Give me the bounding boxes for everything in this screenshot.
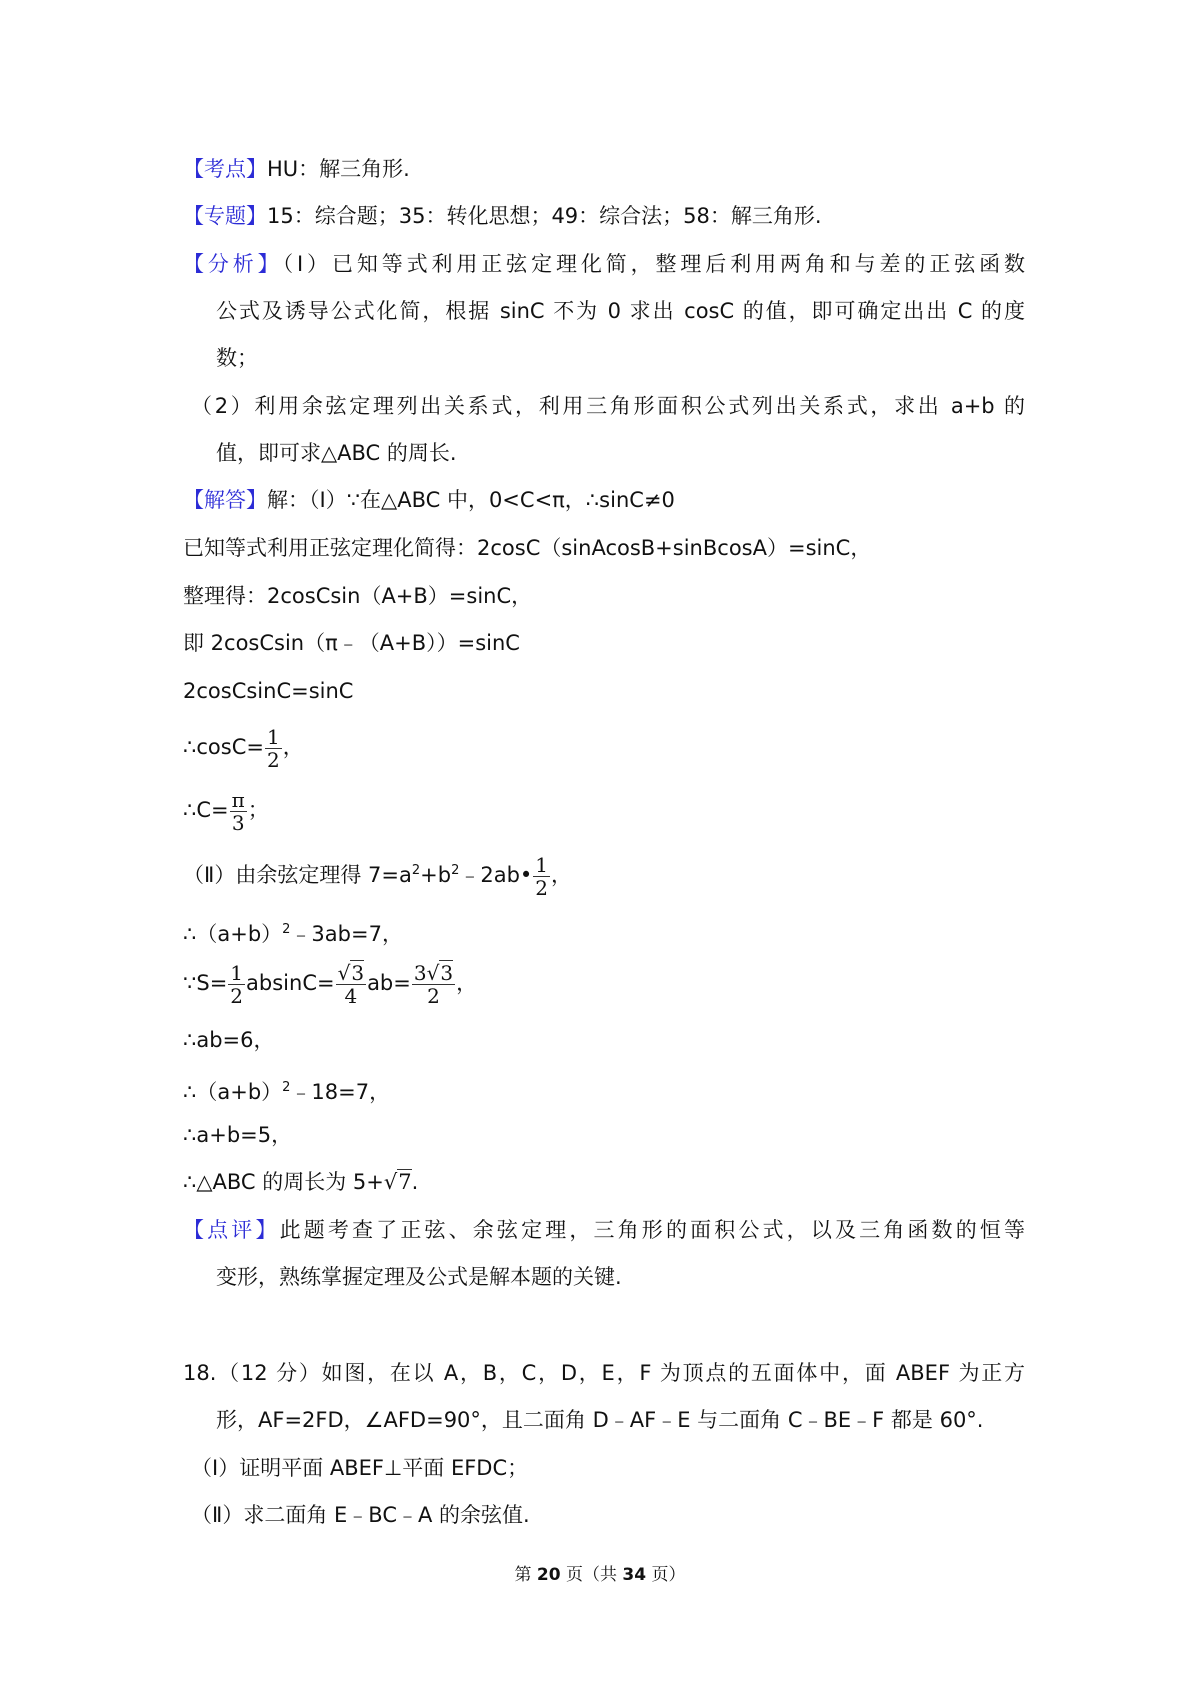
fraction <box>533 854 550 899</box>
radicand: 3 <box>351 960 365 985</box>
exponent: 2 <box>411 863 421 878</box>
text: ∵S= <box>183 971 228 995</box>
kaodian-tag: 【考点】 <box>183 157 267 181</box>
text: ∴（a+b） <box>183 1080 283 1104</box>
fraction <box>265 726 282 771</box>
zhuanti-text: 15：综合题；35：转化思想；49：综合法；58：解三角形. <box>267 204 822 228</box>
cosc-line <box>183 722 304 772</box>
fraction <box>336 962 366 1007</box>
jieda-line-3: 整理得：2cosCsin（A+B）=sinC， <box>183 584 533 608</box>
part2-text: +b <box>420 863 452 887</box>
text: absinC= <box>246 971 335 995</box>
text: ∴（a+b） <box>183 922 283 946</box>
problem18-line-2: 形，AF=2FD，∠AFD=90°，且二面角 D﹣AF﹣E 与二面角 C﹣BE﹣F 都是 60°. <box>216 1408 984 1432</box>
perimeter-line: ∴△ABC 的周长为 5+√7. <box>183 1170 419 1194</box>
denominator: 2 <box>535 875 549 900</box>
jieda-line-4: 即 2cosCsin（π﹣（A+B））=sinC <box>183 631 520 655</box>
dianping-tag: 【点评】 <box>183 1218 280 1242</box>
jieda-line-1 <box>183 485 675 515</box>
numerator: √3 <box>337 960 365 985</box>
jieda-text: 解：（Ⅰ）∵在△ABC 中，0<C<π，∴sinC≠0 <box>267 488 675 512</box>
ab3-line <box>183 915 403 949</box>
denominator: 3 <box>231 810 245 835</box>
problem18-part2: （Ⅱ）求二面角 E﹣BC﹣A 的余弦值. <box>191 1503 530 1527</box>
numerator: 1 <box>230 960 244 985</box>
denominator: 2 <box>427 983 440 1008</box>
coefficient: 3 <box>413 960 427 985</box>
fenxi-tag: 【分析】 <box>183 252 283 276</box>
text: ﹣18=7， <box>290 1080 391 1104</box>
kaodian-text: HU：解三角形. <box>267 157 410 181</box>
fraction <box>230 789 247 834</box>
part2-line <box>183 846 572 900</box>
radicand: 3 <box>440 960 454 985</box>
fenxi-line-3: 数； <box>216 346 258 370</box>
problem18-part1: （Ⅰ）证明平面 ABEF⊥平面 EFDC； <box>191 1456 529 1480</box>
page-footer <box>0 1560 1200 1585</box>
fraction <box>228 962 245 1007</box>
numerator: π <box>231 787 245 812</box>
numerator: 3√3 <box>413 960 454 985</box>
punct: ， <box>551 863 573 887</box>
jieda-line-5: 2cosCsinC=sinC <box>183 679 354 703</box>
part2-text: （Ⅱ）由余弦定理得 7=a <box>183 863 412 887</box>
exponent: 2 <box>282 922 291 937</box>
fenxi-line-1 <box>183 249 1025 279</box>
numerator: 1 <box>535 852 549 877</box>
footer-text: 第 <box>514 1565 537 1585</box>
jieda-line-2: 已知等式利用正弦定理化简得：2cosC（sinAcosB+sinBcosA）=sinC， <box>183 536 872 560</box>
dianping-line-1 <box>183 1215 1025 1245</box>
footer-text: 页（共 <box>560 1565 623 1585</box>
exponent: 2 <box>282 1080 291 1095</box>
numerator: 1 <box>266 724 280 749</box>
dianping-text: 此题考查了正弦、余弦定理，三角形的面积公式，以及三角函数的恒等 <box>279 1218 1025 1242</box>
cosc-prefix: ∴cosC= <box>183 735 264 759</box>
c-prefix: ∴C= <box>183 798 229 822</box>
fenxi-line-2: 公式及诱导公式化简，根据 sinC 不为 0 求出 cosC 的值，即可确定出出 C 的度 <box>216 299 1025 323</box>
fraction <box>412 962 455 1007</box>
text: ∴△ABC 的周长为 5+ <box>183 1170 384 1194</box>
text: ﹣3ab=7， <box>290 922 403 946</box>
punct: . <box>411 1170 419 1194</box>
problem18-line-1: 18.（12 分）如图，在以 A，B，C，D，E，F 为顶点的五面体中，面 ABEF 为正方 <box>183 1361 1025 1385</box>
denominator: 2 <box>230 983 244 1008</box>
punct: ， <box>456 971 478 995</box>
ab6-line: ∴ab=6， <box>183 1028 275 1052</box>
part2-text: ﹣2ab• <box>459 863 533 887</box>
zhuanti-line <box>183 201 822 231</box>
zhuanti-tag: 【专题】 <box>183 204 267 228</box>
denominator: 2 <box>266 747 280 772</box>
fenxi-line-5: 值，即可求△ABC 的周长. <box>216 441 457 465</box>
jieda-tag: 【解答】 <box>183 488 267 512</box>
page-total: 34 <box>622 1565 647 1585</box>
radicand: 7 <box>398 1170 412 1194</box>
punct: ， <box>282 735 304 759</box>
sum-line: ∴a+b=5， <box>183 1123 293 1147</box>
ab18-line <box>183 1073 390 1107</box>
punct: ； <box>247 798 269 822</box>
page-number: 20 <box>536 1565 561 1585</box>
denominator: 4 <box>344 983 358 1008</box>
area-line <box>183 958 477 1008</box>
dianping-line-2: 变形，熟练掌握定理及公式是解本题的关键. <box>216 1265 622 1289</box>
footer-text: 页） <box>646 1565 686 1585</box>
kaodian-line <box>183 154 410 184</box>
text: ab= <box>367 971 411 995</box>
fenxi-text: （Ⅰ）已知等式利用正弦定理化简，整理后利用两角和与差的正弦函数 <box>282 252 1025 276</box>
exponent: 2 <box>451 863 460 878</box>
fenxi-line-4: （2）利用余弦定理列出关系式，利用三角形面积公式列出关系式，求出 a+b 的 <box>191 394 1025 418</box>
c-line <box>183 785 269 835</box>
